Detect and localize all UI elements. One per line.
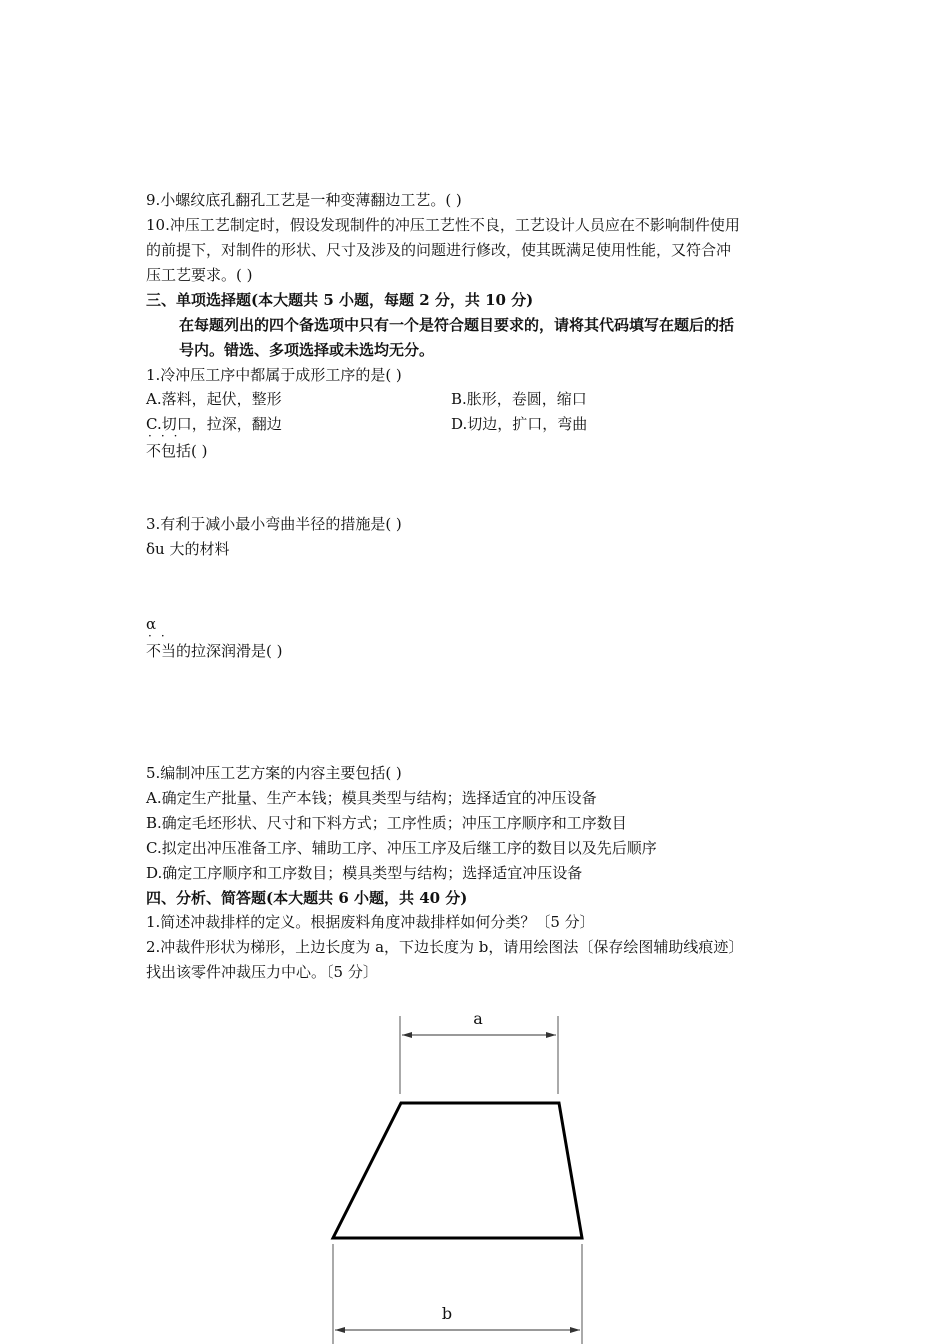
alpha-symbol: α: [146, 615, 157, 633]
choice-question-5-stem: 5.编制冲压工艺方案的内容主要包括( ): [146, 764, 402, 782]
choice-question-5-option-a: A.确定生产批量、生产本钱；模具类型与结构；选择适宜的冲压设备: [146, 789, 597, 807]
tf-question-10-line-3: 压工艺要求。( ): [146, 266, 253, 284]
dimension-label-b: b: [441, 1304, 453, 1323]
short-answer-question-2-line-2: 找出该零件冲裁压力中心。〔5 分〕: [146, 963, 378, 981]
choice-question-2-fragment: 不包括( ): [146, 442, 208, 460]
section-3-heading: 三、单项选择题(本大题共 5 小题，每题 2 分，共 10 分): [146, 291, 534, 309]
emphasis-dots: ··: [148, 629, 174, 643]
choice-question-3-fragment: δu 大的材料: [146, 540, 230, 558]
choice-question-4-fragment: 不当的拉深润滑是( ): [146, 642, 283, 660]
choice-question-1-option-d: D.切边，扩口，弯曲: [451, 415, 588, 433]
dimension-label-a: a: [473, 1009, 483, 1028]
choice-question-1-option-b: B.胀形，卷圆，缩口: [451, 390, 587, 408]
trapezoid-shape: [333, 1103, 582, 1238]
section-3-instruction-line-2: 号内。错选、多项选择或未选均无分。: [179, 341, 435, 359]
arrow-left-icon: [402, 1032, 412, 1038]
tf-question-10-line-2: 的前提下，对制件的形状、尺寸及涉及的问题进行修改，使其既满足使用性能，又符合冲: [146, 241, 732, 259]
short-answer-question-2-line-1: 2.冲裁件形状为梯形，上边长度为 a，下边长度为 b，请用绘图法〔保存绘图辅助线痕迹〕: [146, 938, 744, 956]
section-3-instruction-line-1: 在每题列出的四个备选项中只有一个是符合题目要求的，请将其代码填写在题后的括: [179, 316, 735, 334]
emphasis-dots: ···: [148, 429, 187, 443]
choice-question-1-stem: 1.冷冲压工序中都属于成形工序的是( ): [146, 366, 402, 384]
trapezoid-figure: [320, 1000, 600, 1344]
arrow-right-icon: [546, 1032, 556, 1038]
choice-question-5-option-c: C.拟定出冲压准备工序、辅助工序、冲压工序及后继工序的数目以及先后顺序: [146, 839, 657, 857]
choice-question-1-option-a: A.落料，起伏，整形: [146, 390, 282, 408]
tf-question-9: 9.小螺纹底孔翻孔工艺是一种变薄翻边工艺。( ): [146, 191, 462, 209]
tf-question-10-line-1: 10.冲压工艺制定时，假设发现制件的冲压工艺性不良，工艺设计人员应在不影响制件使用: [146, 216, 740, 234]
choice-question-3-stem: 3.有利于减小最小弯曲半径的措施是( ): [146, 515, 402, 533]
arrow-right-icon: [570, 1327, 580, 1333]
short-answer-question-1: 1.简述冲裁排样的定义。根据废料角度冲裁排样如何分类？〔5 分〕: [146, 913, 595, 931]
trapezoid-diagram: [320, 1000, 600, 1344]
choice-question-5-option-b: B.确定毛坯形状、尺寸和下料方式；工序性质；冲压工序顺序和工序数目: [146, 814, 627, 832]
choice-question-5-option-d: D.确定工序顺序和工序数目；模具类型与结构；选择适宜冲压设备: [146, 864, 583, 882]
choice-question-1-option-c: C.切口，拉深，翻边: [146, 415, 282, 433]
arrow-left-icon: [335, 1327, 345, 1333]
section-4-heading: 四、分析、简答题(本大题共 6 小题，共 40 分): [146, 889, 468, 907]
